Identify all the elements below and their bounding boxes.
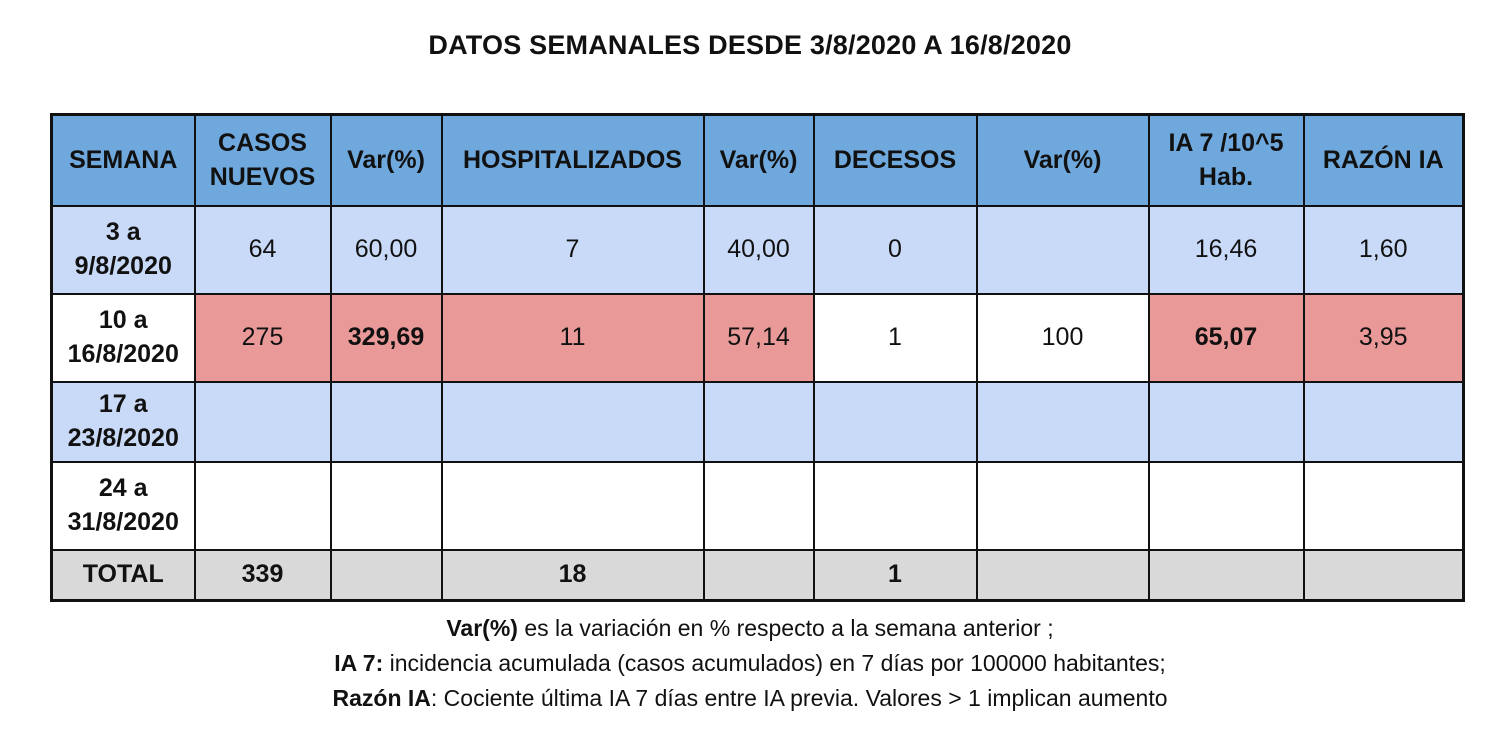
table-row bbox=[52, 382, 1464, 462]
razon-cell bbox=[1304, 462, 1464, 550]
decesos-cell bbox=[814, 382, 977, 462]
header-var-hosp: Var(%) bbox=[704, 115, 814, 207]
week-line2: 9/8/2020 bbox=[74, 252, 172, 280]
header-decesos: DECESOS bbox=[814, 115, 977, 207]
note-ia bbox=[0, 646, 1500, 681]
week-line1: 17 a bbox=[98, 390, 148, 419]
week-line1: 3 a bbox=[105, 218, 141, 247]
hosp-cell: 11 bbox=[442, 294, 704, 382]
hosp-cell: 7 bbox=[442, 206, 704, 294]
note-ia-text: incidencia acumulada (casos acumulados) en 7 días por 100000 habitantes; bbox=[383, 650, 1166, 676]
razon-cell: 1,60 bbox=[1304, 206, 1464, 294]
week-cell bbox=[52, 382, 195, 462]
week-line2: 23/8/2020 bbox=[67, 424, 179, 452]
var-casos-cell: 60,00 bbox=[331, 206, 442, 294]
header-casos-line2: NUEVOS bbox=[209, 162, 316, 191]
var-decesos-cell bbox=[977, 206, 1149, 294]
var-hosp-cell bbox=[704, 462, 814, 550]
decesos-cell bbox=[814, 462, 977, 550]
total-row bbox=[52, 550, 1464, 601]
total-razon bbox=[1304, 550, 1464, 601]
var-casos-cell bbox=[331, 462, 442, 550]
header-ia-line2: Hab. bbox=[1198, 162, 1254, 191]
ia-cell bbox=[1149, 462, 1304, 550]
note-razon-term: Razón IA bbox=[332, 685, 431, 711]
header-razon-ia: RAZÓN IA bbox=[1304, 115, 1464, 207]
var-casos-cell bbox=[331, 382, 442, 462]
note-razon bbox=[0, 681, 1500, 716]
note-razon-text: : Cociente última IA 7 días entre IA previa. Valores > 1 implican aumento bbox=[430, 685, 1168, 711]
hosp-cell bbox=[442, 462, 704, 550]
note-var-term: Var(%) bbox=[446, 615, 518, 641]
razon-cell: 3,95 bbox=[1304, 294, 1464, 382]
page-title: DATOS SEMANALES DESDE 3/8/2020 A 16/8/2020 bbox=[428, 30, 1072, 60]
week-cell bbox=[52, 206, 195, 294]
ia-cell bbox=[1149, 382, 1304, 462]
total-ia bbox=[1149, 550, 1304, 601]
var-hosp-cell: 40,00 bbox=[704, 206, 814, 294]
week-line2: 31/8/2020 bbox=[67, 508, 179, 536]
week-line1: 24 a bbox=[98, 474, 148, 503]
header-var-casos: Var(%) bbox=[331, 115, 442, 207]
total-var-decesos bbox=[977, 550, 1149, 601]
var-decesos-cell bbox=[977, 462, 1149, 550]
header-casos-nuevos bbox=[195, 115, 331, 207]
week-cell bbox=[52, 294, 195, 382]
week-line1: 10 a bbox=[98, 306, 148, 335]
header-casos-line1: CASOS bbox=[218, 128, 307, 157]
header-var-decesos: Var(%) bbox=[977, 115, 1149, 207]
header-ia7 bbox=[1149, 115, 1304, 207]
note-var-text: es la variación en % respecto a la semana anterior ; bbox=[517, 615, 1054, 641]
footnotes bbox=[0, 611, 1500, 716]
casos-cell bbox=[195, 462, 331, 550]
header-semana: SEMANA bbox=[52, 115, 195, 207]
ia-cell: 65,07 bbox=[1149, 294, 1304, 382]
note-ia-term: IA 7: bbox=[334, 650, 384, 676]
casos-cell: 64 bbox=[195, 206, 331, 294]
total-casos: 339 bbox=[195, 550, 331, 601]
casos-cell: 275 bbox=[195, 294, 331, 382]
total-hosp: 18 bbox=[442, 550, 704, 601]
total-decesos: 1 bbox=[814, 550, 977, 601]
table-row bbox=[52, 294, 1464, 382]
hosp-cell bbox=[442, 382, 704, 462]
header-hospitalizados: HOSPITALIZADOS bbox=[442, 115, 704, 207]
decesos-cell: 0 bbox=[814, 206, 977, 294]
table-header-row bbox=[52, 115, 1464, 207]
total-label: TOTAL bbox=[52, 550, 195, 601]
var-decesos-cell bbox=[977, 382, 1149, 462]
table-row bbox=[52, 206, 1464, 294]
note-var bbox=[0, 611, 1500, 646]
week-line2: 16/8/2020 bbox=[67, 340, 179, 368]
header-ia-line1: IA 7 /10^5 bbox=[1168, 128, 1284, 157]
razon-cell bbox=[1304, 382, 1464, 462]
var-casos-cell: 329,69 bbox=[331, 294, 442, 382]
casos-cell bbox=[195, 382, 331, 462]
ia-cell: 16,46 bbox=[1149, 206, 1304, 294]
week-cell bbox=[52, 462, 195, 550]
var-hosp-cell bbox=[704, 382, 814, 462]
decesos-cell: 1 bbox=[814, 294, 977, 382]
total-var-casos bbox=[331, 550, 442, 601]
total-var-hosp bbox=[704, 550, 814, 601]
var-decesos-cell: 100 bbox=[977, 294, 1149, 382]
table-row bbox=[52, 462, 1464, 550]
weekly-data-table bbox=[50, 113, 1465, 602]
var-hosp-cell: 57,14 bbox=[704, 294, 814, 382]
